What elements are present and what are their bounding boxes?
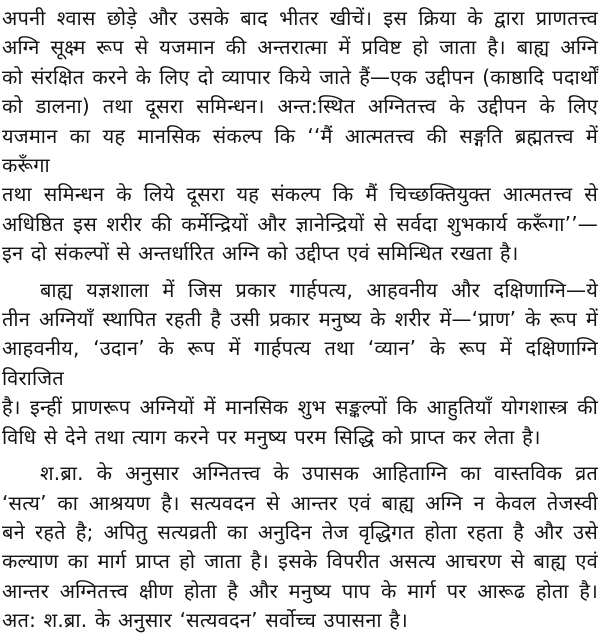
text-line: कल्याण का मार्ग प्राप्त हो जाता है। इसके विपरीत असत्य आचरण से बाह्य एवं: [2, 549, 598, 574]
text-line: है। इन्हीं प्राणरूप अग्नियों में मानसिक शुभ सङ्कल्पों कि आहुतियाँ योगशास्त्र की: [2, 395, 598, 420]
text-line: अत: श.ब्रा. के अनुसार ‘सत्यवदन’ सर्वोच्च उपासना है।: [2, 608, 408, 633]
text-line: ‘सत्य’ का आश्रयण है। सत्यवदन से आन्तर एवं बाह्य अग्नि न केवल तेजस्वी: [2, 490, 598, 515]
text-line: अग्नि सूक्ष्म रूप से यजमान की अन्तरात्मा में प्रविष्ट हो जाता है। बाह्य अग्नि: [2, 35, 598, 60]
text-line: अपनी श्वास छोड़े और उसके बाद भीतर खीचें। इस क्रिया के द्वारा प्राणतत्त्व: [2, 6, 598, 30]
paragraph-2: [2, 276, 598, 452]
text-line: आन्तर अग्नितत्त्व क्षीण होता है और मनुष्य पाप के मार्ग पर आरूढ होता है।: [2, 578, 598, 603]
text-line: तथा समिन्धन के लिये दूसरा यह संकल्प कि मैं चिच्छक्तियुक्त आत्मतत्त्व से: [2, 182, 598, 207]
text-line: विधि से देने तथा त्याग करने पर मनुष्य परम सिद्धि को प्राप्त कर लेता है।: [2, 424, 541, 449]
text-line: यजमान का यह मानसिक संकल्प कि ‘‘मैं आत्मतत्त्व की सङ्गति ब्रह्मतत्त्व में करूँगा: [2, 123, 598, 178]
text-line: को डालना) तथा दूसरा समिन्धन। अन्त:स्थित अग्नितत्त्व के उद्दीपन के लिए: [2, 94, 598, 119]
paragraph-1: [2, 4, 598, 269]
text-line: बने रहते है; अपितु सत्यव्रती का अनुदिन तेज वृद्धिगत होता रहता है और उसे: [2, 519, 598, 544]
paragraph-3: [2, 459, 598, 635]
text-line: आहवनीय, ‘उदान’ के रूप में गार्हपत्य तथा ‘व्यान’ के रूप में दक्षिणाग्नि विराजित: [2, 336, 598, 390]
text-line: को संरक्षित करने के लिए दो व्यापार किये जाते हैं—एक उद्दीपन (काष्ठादि पदार्थों: [2, 64, 598, 89]
text-line: तीन अग्नियाँ स्थापित रहती है उसी प्रकार मनुष्य के शरीर में—‘प्राण’ के रूप में: [2, 307, 598, 332]
text-line: श.ब्रा. के अनुसार अग्नितत्त्व के उपासक आहिताग्नि का वास्तविक व्रत: [40, 461, 598, 486]
text-line: अधिष्ठित इस शरीर की कर्मेन्द्रियों और ज्ञानेन्द्रियों से सर्वदा शुभकार्य करूँगा’’—: [2, 211, 598, 236]
text-line: बाह्य यज्ञशाला में जिस प्रकार गार्हपत्य, आहवनीय और दक्षिणाग्नि—ये: [40, 277, 598, 302]
text-line: इन दो संकल्पों से अन्तर्धारित अग्नि को उद्दीप्त एवं समिन्धित रखता है।: [2, 241, 519, 266]
